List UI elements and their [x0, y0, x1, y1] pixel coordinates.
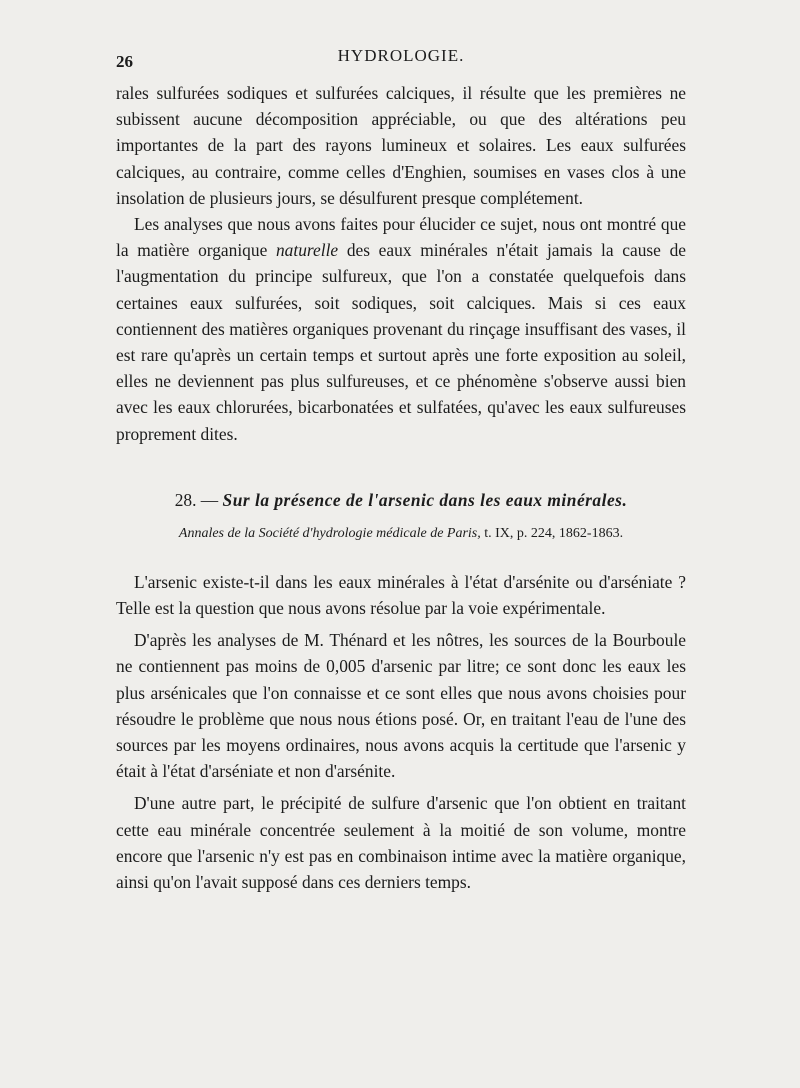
paragraph-continued: rales sulfurées sodiques et sulfurées calciques, il résulte que les premières ne subissent aucune décomposition appréciable, ou que des altérations peu importantes de la part des rayons lumineux et solaires. Les eaux sulfurées calciques, au contraire, comme celles d'Enghien, soumises en vases clos à une insolation de plusieurs jours, se désulfurent presque complétement. [116, 83, 686, 208]
paragraph-analyses-before: Les analyses que nous avons faites pour élucider ce sujet, nous ont montré que la matière organique [116, 214, 686, 261]
body-text [116, 80, 686, 895]
paragraph-analyses-after: des eaux minérales n'était jamais la cause de l'augmentation du principe sulfureux, que l'on a constatée quelquefois dans certaines eaux sulfurées, soit sodiques, soit calciques. Mais si ces eaux contiennent des matières organiques provenant du rinçage insuffisant des vases, il est rare qu'après un certain temps et surtout après une forte exposition au soleil, elles ne deviennent pas plus sulfureuses, et ce phénomène s'observe aussi bien avec les eaux chlorurées, bicarbonatées et sulfatées, qu'avec les eaux sulfureuses proprement dites. [116, 240, 686, 444]
citation [116, 523, 686, 545]
emphasis-naturelle: naturelle [275, 240, 339, 261]
page-header [116, 46, 686, 74]
section-number: 28. — [174, 489, 219, 510]
section-title: Sur la présence de l'arsenic dans les eaux minérales. [222, 489, 628, 510]
page-number: 26 [116, 52, 133, 71]
paragraph-precipite: D'une autre part, le précipité de sulfure d'arsenic que l'on obtient en traitant cette eau minérale concentrée seulement à la moitié de son volume, montre encore que l'arsenic n'y est pas en combinaison intime avec la matière organique, ainsi qu'on l'avait supposé dans ces derniers temps. [116, 793, 686, 893]
citation-volume: t. IX, p. 224, 1862-1863. [484, 525, 624, 541]
section-heading [116, 487, 686, 513]
paragraph-bourboule: D'après les analyses de M. Thénard et les nôtres, les sources de la Bourboule ne contiennent pas moins de 0,005 d'arsenic par litre; ce sont donc les eaux les plus arsénicales que l'on connaisse et ce sont elles que nous avons choisies pour résoudre le problème que nous nous étions posé. Or, en traitant l'eau de l'une des sources par les moyens ordinaires, nous avons acquis la certitude que l'arsenic y était à l'état d'arséniate et non d'arsénite. [116, 630, 686, 782]
citation-journal: Annales de la Société d'hydrologie médicale de Paris, [178, 525, 481, 541]
paragraph-analyses [116, 211, 686, 447]
running-head: HYDROLOGIE. [337, 46, 465, 65]
paragraph-question: L'arsenic existe-t-il dans les eaux minérales à l'état d'arsénite ou d'arséniate ? Telle est la question que nous avons résolue par la voie expérimentale. [116, 571, 686, 619]
